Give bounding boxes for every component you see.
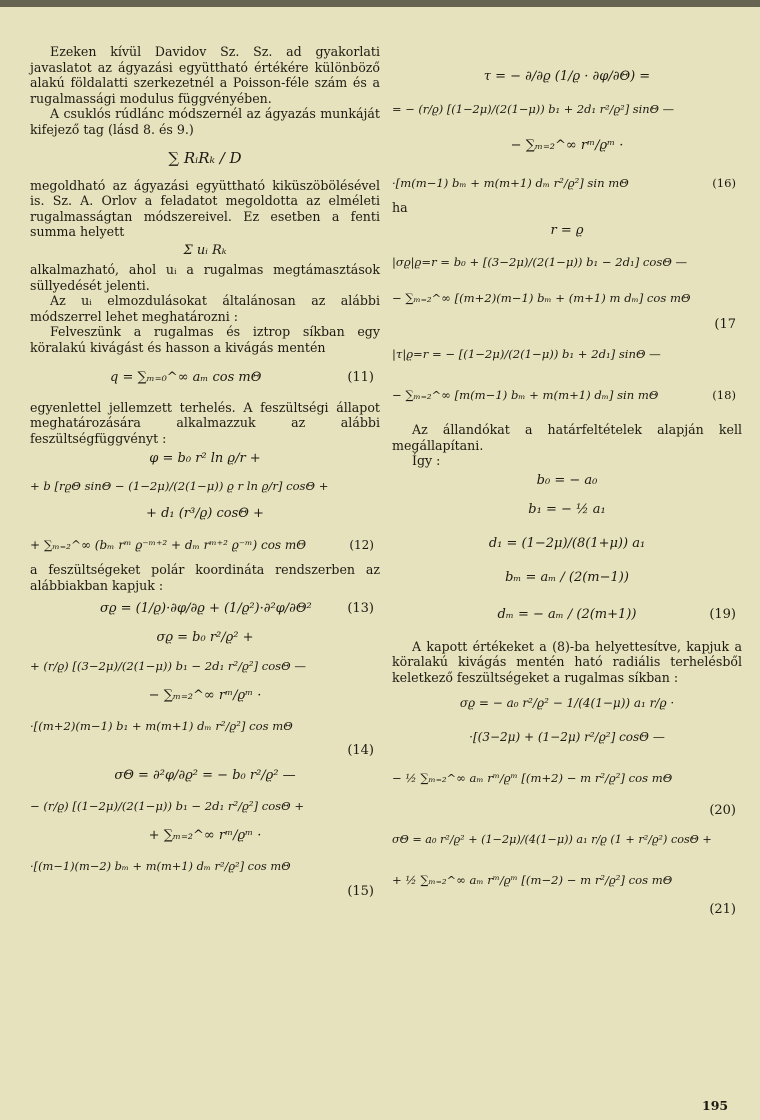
equation: b₀ = − a₀ bbox=[536, 472, 598, 488]
equation: τ = − ∂/∂ϱ (1/ϱ · ∂φ/∂Θ) = bbox=[483, 69, 651, 84]
equation: ·[(m+2)(m−1) b₁ + m(m+1) dₘ r²/ϱ²] cos mΘ bbox=[30, 719, 293, 734]
paragraph: Az állandókat a határfeltételek alapján kell megállapítani. bbox=[392, 422, 742, 453]
paragraph: alkalmazható, ahol uᵢ a rugalmas megtámasztások süllyedését jelenti. bbox=[30, 261, 380, 293]
equation: − ∑ₘ₌₂^∞ [m(m−1) bₘ + m(m+1) dₘ] sin mΘ bbox=[392, 388, 659, 402]
equation: σΘ = ∂²φ/∂ϱ² = − b₀ r²/ϱ² — bbox=[114, 768, 296, 784]
equation-number: (16) bbox=[712, 176, 736, 190]
equation: q = ∑ₘ₌₀^∞ aₘ cos mΘ bbox=[110, 369, 262, 385]
equation: + b [rϱΘ sinΘ − (1−2μ)/(2(1−μ)) ϱ r ln ϱ/r] cosΘ + bbox=[30, 479, 329, 494]
equation-number: (14) bbox=[347, 743, 374, 759]
equation: ·[(m−1)(m−2) bₘ + m(m+1) dₘ r²/ϱ²] cos mΘ bbox=[30, 859, 291, 874]
equation-number: (12) bbox=[349, 538, 374, 553]
equation-number: (13) bbox=[347, 601, 374, 617]
equation: |τ|ϱ=r = − [(1−2μ)/(2(1−μ)) b₁ + 2d₁] sinΘ — bbox=[392, 347, 661, 361]
paragraph: a feszültségeket polár koordináta rendszerben az alábbiakban kapjuk : bbox=[30, 562, 380, 593]
paragraph: Így : bbox=[412, 453, 441, 469]
equation: b₁ = − ½ a₁ bbox=[528, 501, 606, 517]
scan-edge bbox=[0, 0, 760, 7]
paragraph: Az uᵢ elmozdulásokat általánosan az alábbi módszerrel lehet meghatározni : bbox=[30, 293, 380, 324]
equation: + ∑ₘ₌₂^∞ (bₘ rᵐ ϱ⁻ᵐ⁺² + dₘ rᵐ⁺² ϱ⁻ᵐ) cos mΘ bbox=[30, 538, 307, 553]
equation-number: (18) bbox=[712, 388, 736, 402]
equation-number: (17 bbox=[714, 317, 736, 332]
paragraph: A csuklós rúdlánc módszernél az ágyazás munkáját kifejező tag (lásd 8. és 9.) bbox=[30, 106, 380, 137]
page-number: 195 bbox=[702, 1098, 729, 1113]
equation: σϱ = (1/ϱ)·∂φ/∂ϱ + (1/ϱ²)·∂²φ/∂Θ² bbox=[100, 601, 312, 617]
equation: = − (r/ϱ) [(1−2μ)/(2(1−μ)) b₁ + 2d₁ r²/ϱ²] sinΘ — bbox=[392, 102, 674, 116]
equation: d₁ = (1−2μ)/(8(1+μ)) a₁ bbox=[488, 535, 646, 551]
equation: ·[(3−2μ) + (1−2μ) r²/ϱ²] cosΘ — bbox=[469, 729, 665, 744]
equation: − ½ ∑ₘ₌₂^∞ aₘ rᵐ/ϱᵐ [(m+2) − m r²/ϱ²] cos mΘ bbox=[392, 770, 673, 785]
paragraph: A kapott értékeket a (8)-ba helyettesítve, kapjuk a köralakú kivágás mentén ható radiális terhelésből keletkező feszültségeket a rugalmas síkban : bbox=[392, 638, 742, 685]
equation-number: (11) bbox=[347, 369, 374, 385]
paragraph: egyenlettel jellemzett terhelés. A feszültségi állapot meghatározására alkalmazzuk az alábbi feszültségfüggvényt : bbox=[30, 399, 380, 446]
equation: + (r/ϱ) [(3−2μ)/(2(1−μ)) b₁ − 2d₁ r²/ϱ²] cosΘ — bbox=[30, 659, 306, 674]
equation: σϱ = − a₀ r²/ϱ² − 1/(4(1−μ)) a₁ r/ϱ · bbox=[459, 695, 675, 710]
equation: dₘ = − aₘ / (2(m+1)) bbox=[497, 606, 637, 622]
equation: + d₁ (r³/ϱ) cosΘ + bbox=[146, 506, 264, 522]
equation: ∑ RᵢRₖ / D bbox=[168, 148, 242, 167]
equation: − (r/ϱ) [(1−2μ)/(2(1−μ)) b₁ − 2d₁ r²/ϱ²] cosΘ + bbox=[30, 799, 305, 814]
paragraph: Ezeken kívül Davidov Sz. Sz. ad gyakorlati javaslatot az ágyazási együttható értékére különböző alakú földalatti szerkezetnél a Poisson-féle szám és a rugalmassági modulus függvényében. bbox=[30, 44, 380, 106]
right-column bbox=[392, 62, 742, 920]
equation-number: (20) bbox=[709, 802, 736, 818]
equation: + ∑ₘ₌₂^∞ rᵐ/ϱᵐ · bbox=[148, 828, 262, 844]
equation-number: (19) bbox=[709, 606, 736, 622]
equation: σΘ = a₀ r²/ϱ² + (1−2μ)/(4(1−μ)) a₁ r/ϱ (1 + r²/ϱ²) cosΘ + bbox=[392, 832, 712, 846]
left-column bbox=[30, 44, 380, 903]
equation: r = ϱ bbox=[550, 223, 584, 238]
equation: − ∑ₘ₌₂^∞ rᵐ/ϱᵐ · bbox=[148, 688, 262, 704]
equation: − ∑ₘ₌₂^∞ [(m+2)(m−1) bₘ + (m+1) m dₘ] cos mΘ bbox=[392, 291, 691, 305]
equation: Σ uᵢ Rₖ bbox=[183, 242, 227, 258]
equation: bₘ = aₘ / (2(m−1)) bbox=[505, 569, 629, 585]
equation: |σϱ|ϱ=r = b₀ + [(3−2μ)/(2(1−μ)) b₁ − 2d₁] cosΘ — bbox=[392, 255, 688, 269]
paragraph: ha bbox=[392, 200, 408, 215]
equation: + ½ ∑ₘ₌₂^∞ aₘ rᵐ/ϱᵐ [(m−2) − m r²/ϱ²] cos mΘ bbox=[392, 872, 673, 887]
equation: − ∑ₘ₌₂^∞ rᵐ/ϱᵐ · bbox=[510, 138, 624, 153]
equation: ·[m(m−1) bₘ + m(m+1) dₘ r²/ϱ²] sin mΘ bbox=[392, 176, 629, 190]
equation-number: (15) bbox=[347, 884, 374, 900]
equation: σϱ = b₀ r²/ϱ² + bbox=[156, 630, 254, 646]
paragraph: megoldható az ágyazási együttható kiküszöbölésével is. Sz. A. Orlov a feladatot megoldotta az elméleti rugalmasságtan módszereivel. Ez esetben a fenti summa helyett bbox=[30, 177, 380, 240]
equation-number: (21) bbox=[709, 901, 736, 917]
paragraph: Felveszünk a rugalmas és iztrop síkban egy köralakú kivágást és hasson a kivágás mentén bbox=[30, 324, 380, 355]
equation: φ = b₀ r² ln ϱ/r + bbox=[149, 451, 261, 467]
